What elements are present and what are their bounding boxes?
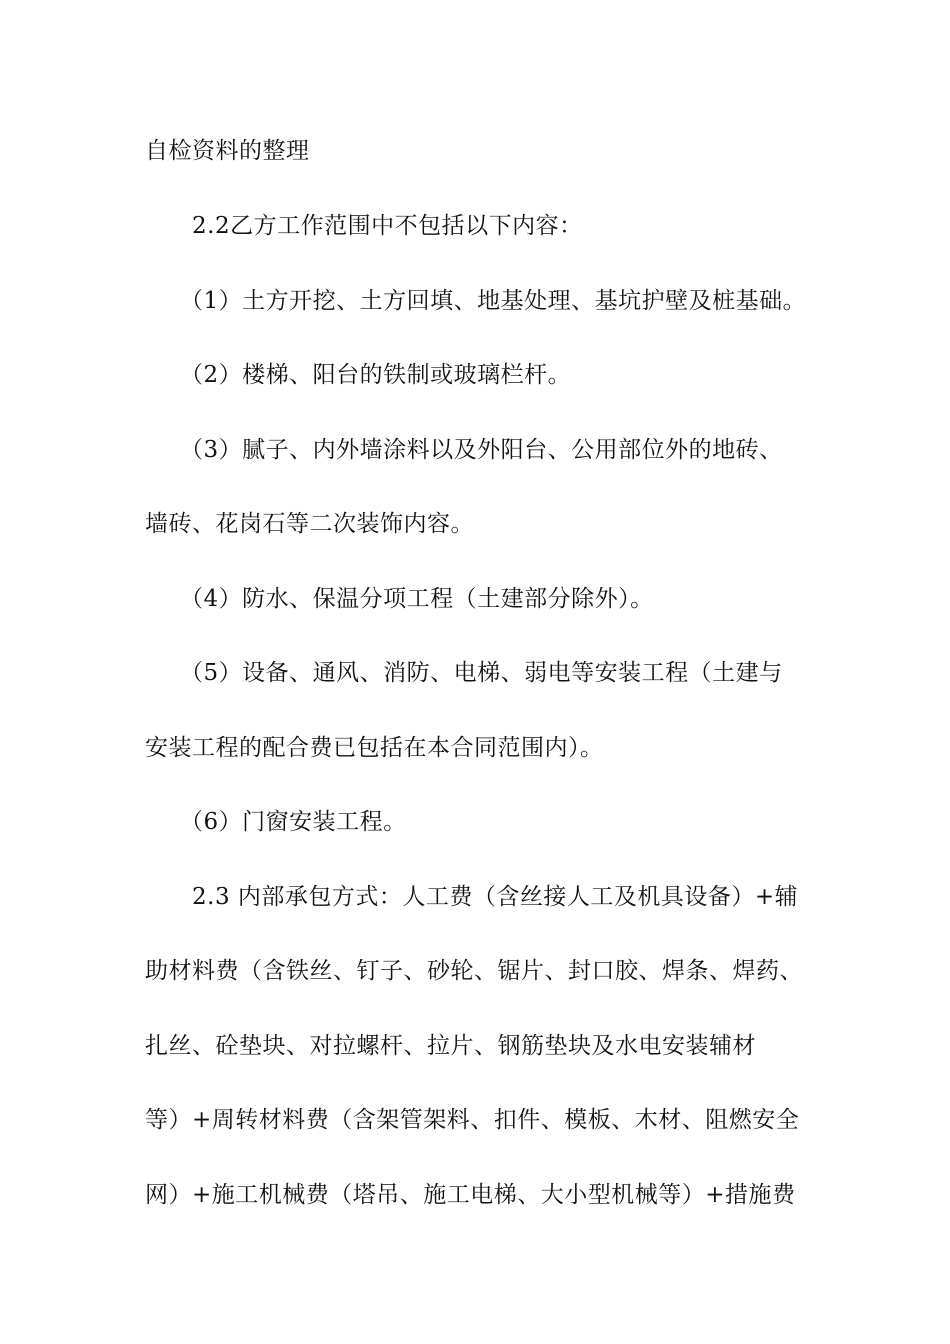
section-2-3-line-5: 网）+施工机械费（塔吊、施工电梯、大小型机械等）+措施费 bbox=[145, 1182, 796, 1208]
list-item-6: （6）门窗安装工程。 bbox=[180, 809, 407, 835]
section-2-3-line-1: 2.3 内部承包方式：人工费（含丝接人工及机具设备）+辅 bbox=[192, 884, 799, 910]
text-line-1: 自检资料的整理 bbox=[145, 138, 310, 164]
section-2-3-line-2: 助材料费（含铁丝、钉子、砂轮、锯片、封口胶、焊条、焊药、 bbox=[145, 958, 803, 984]
section-2-3-line-3: 扎丝、砼垫块、对拉螺杆、拉片、钢筋垫块及水电安装辅材 bbox=[145, 1033, 756, 1059]
section-2-3-line-4: 等）+周转材料费（含架管架料、扣件、模板、木材、阻燃安全 bbox=[145, 1107, 800, 1133]
list-item-3: （3）腻子、内外墙涂料以及外阳台、公用部位外的地砖、 bbox=[180, 437, 783, 463]
list-item-5: （5）设备、通风、消防、电梯、弱电等安装工程（土建与 bbox=[180, 660, 783, 686]
list-item-1: （1）土方开挖、土方回填、地基处理、基坑护壁及桩基础。 bbox=[180, 288, 807, 314]
list-item-2: （2）楼梯、阳台的铁制或玻璃栏杆。 bbox=[180, 362, 572, 388]
list-item-4: （4）防水、保温分项工程（土建部分除外）。 bbox=[180, 586, 654, 612]
list-item-3-continued: 墙砖、花岗石等二次装饰内容。 bbox=[145, 511, 474, 537]
section-heading-2-2: 2.2乙方工作范围中不包括以下内容： bbox=[192, 213, 583, 239]
list-item-5-continued: 安装工程的配合费已包括在本合同范围内）。 bbox=[145, 735, 604, 761]
